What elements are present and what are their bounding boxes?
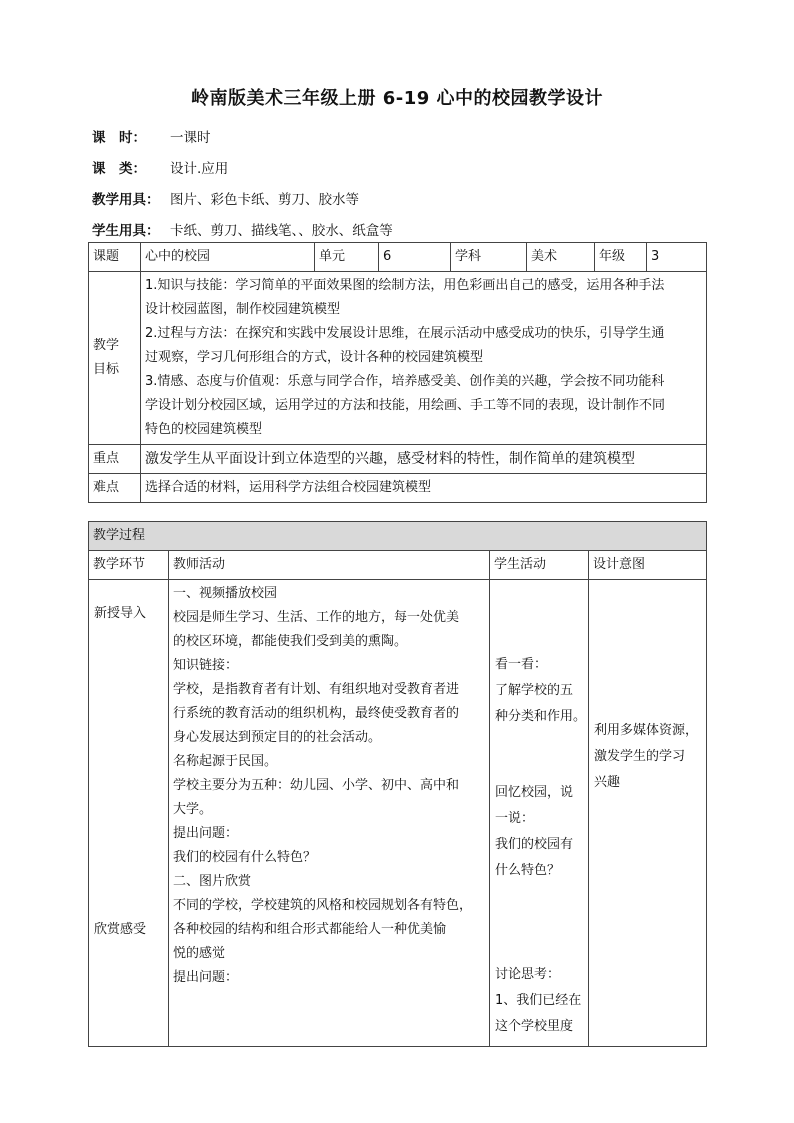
stage-label: 新授导入 bbox=[94, 606, 147, 621]
meta-teacher-tools bbox=[92, 188, 359, 208]
table-row bbox=[89, 474, 707, 503]
course-label: 课题 bbox=[89, 243, 141, 272]
student-line: 我们的校园有 bbox=[495, 837, 574, 852]
column-header: 学生活动 bbox=[490, 551, 589, 580]
student-line: 看一看： bbox=[495, 657, 548, 672]
goals-line: 1.知识与技能：学习简单的平面效果图的绘制方法，用色彩画出自己的感受，运用各种手法 bbox=[145, 278, 665, 293]
table-row bbox=[89, 551, 707, 580]
meta-type-label: 课 类： bbox=[92, 161, 146, 177]
course-value: 心中的校园 bbox=[141, 243, 315, 272]
teacher-line: 提出问题： bbox=[173, 970, 239, 985]
table-row bbox=[89, 243, 707, 272]
subject-label: 学科 bbox=[451, 243, 527, 272]
student-block-1 bbox=[495, 652, 586, 730]
meta-period bbox=[92, 126, 211, 146]
intent-block bbox=[594, 718, 698, 796]
goals-line: 学设计划分校园区域，运用学过的方法和技能，用绘画、手工等不同的表现，设计制作不同 bbox=[145, 398, 666, 413]
meta-type bbox=[92, 157, 228, 177]
goals-line: 设计校园蓝图，制作校园建筑模型 bbox=[145, 302, 341, 317]
intent-line: 兴趣 bbox=[594, 775, 621, 790]
teacher-line: 一、视频播放校园 bbox=[173, 586, 278, 601]
page-title: 岭南版美术三年级上册 6-19 心中的校园教学设计 bbox=[190, 88, 604, 109]
teacher-line: 提出问题： bbox=[173, 826, 239, 841]
student-line: 回忆校园，说 bbox=[495, 785, 574, 800]
teaching-process-table bbox=[88, 521, 707, 1047]
teacher-activity-cell bbox=[169, 580, 490, 1047]
student-line: 什么特色？ bbox=[495, 863, 561, 878]
column-header: 教师活动 bbox=[169, 551, 490, 580]
meta-teacher-tools-value: 图片、彩色卡纸、剪刀、胶水等 bbox=[170, 192, 359, 208]
student-line: 1、我们已经在 bbox=[495, 993, 582, 1008]
meta-type-value: 设计.应用 bbox=[170, 161, 229, 177]
student-line: 了解学校的五 bbox=[495, 683, 574, 698]
stage-label: 欣赏感受 bbox=[94, 922, 147, 937]
student-line: 这个学校里度 bbox=[495, 1019, 574, 1034]
goals-line: 2.过程与方法：在探究和实践中发展设计思维，在展示活动中感受成功的快乐，引导学生通 bbox=[145, 326, 665, 341]
teacher-line: 知识链接： bbox=[173, 658, 239, 673]
stage-cell bbox=[89, 580, 169, 1047]
intent-line: 利用多媒体资源， bbox=[594, 723, 699, 738]
meta-student-tools-value: 卡纸、剪刀、描线笔、、胶水、纸盒等 bbox=[170, 223, 393, 239]
teacher-line: 大学。 bbox=[173, 802, 213, 817]
teacher-line: 学校，是指教育者有计划、有组织地对受教育者进 bbox=[173, 682, 460, 697]
goals-content bbox=[141, 272, 707, 445]
table-row bbox=[89, 580, 707, 1047]
table-row bbox=[89, 522, 707, 551]
meta-student-tools-label: 学生用具： bbox=[92, 223, 160, 239]
teacher-line: 名称起源于民国。 bbox=[173, 754, 278, 769]
teacher-line: 我们的校园有什么特色？ bbox=[173, 850, 317, 865]
goals-label-line: 教学 bbox=[93, 338, 120, 353]
column-header: 设计意图 bbox=[589, 551, 707, 580]
meta-period-value: 一课时 bbox=[170, 130, 211, 146]
teacher-line: 二、图片欣赏 bbox=[173, 874, 252, 889]
column-header: 教学环节 bbox=[89, 551, 169, 580]
table-row bbox=[89, 272, 707, 445]
lesson-info-table bbox=[88, 242, 707, 503]
unit-value: 6 bbox=[379, 243, 451, 272]
teacher-line: 不同的学校，学校建筑的风格和校园规划各有特色， bbox=[173, 898, 473, 913]
goals-line: 过观察，学习几何形组合的方式，设计各种的校园建筑模型 bbox=[145, 350, 484, 365]
key-value: 激发学生从平面设计到立体造型的兴趣，感受材料的特性，制作简单的建筑模型 bbox=[141, 445, 707, 474]
meta-teacher-tools-label: 教学用具： bbox=[92, 192, 160, 208]
teacher-line: 悦的感觉 bbox=[173, 946, 226, 961]
goals-label-line: 目标 bbox=[93, 362, 120, 377]
key-label: 重点 bbox=[89, 445, 141, 474]
student-line: 一说： bbox=[495, 811, 535, 826]
teacher-line: 行系统的教育活动的组织机构，最终使受教育者的 bbox=[173, 706, 460, 721]
unit-label: 单元 bbox=[315, 243, 379, 272]
student-activity-cell bbox=[490, 580, 589, 1047]
student-line: 种分类和作用。 bbox=[495, 709, 587, 724]
table-row bbox=[89, 445, 707, 474]
grade-label: 年级 bbox=[595, 243, 647, 272]
student-block-3 bbox=[495, 962, 581, 1040]
meta-period-label: 课 时： bbox=[92, 130, 146, 146]
meta-student-tools bbox=[92, 219, 393, 239]
goals-line: 特色的校园建筑模型 bbox=[145, 422, 263, 437]
student-line: 讨论思考： bbox=[495, 967, 561, 982]
grade-value: 3 bbox=[647, 243, 707, 272]
goals-line: 3.情感、态度与价值观：乐意与同学合作，培养感受美、创作美的兴趣，学会按不同功能科 bbox=[145, 374, 665, 389]
design-intent-cell bbox=[589, 580, 707, 1047]
teacher-line: 学校主要分为五种：幼儿园、小学、初中、高中和 bbox=[173, 778, 460, 793]
teacher-line: 校园是师生学习、生活、工作的地方，每一处优美 bbox=[173, 610, 460, 625]
process-section-title: 教学过程 bbox=[89, 522, 707, 551]
goals-label bbox=[89, 272, 141, 445]
teacher-line: 身心发展达到预定目的的社会活动。 bbox=[173, 730, 382, 745]
difficulty-value: 选择合适的材料，运用科学方法组合校园建筑模型 bbox=[141, 474, 707, 503]
teacher-line: 的校区环境，都能使我们受到美的熏陶。 bbox=[173, 634, 408, 649]
intent-line: 激发学生的学习 bbox=[594, 749, 686, 764]
student-block-2 bbox=[495, 780, 573, 884]
difficulty-label: 难点 bbox=[89, 474, 141, 503]
teacher-line: 各种校园的结构和组合形式都能给人一种优美愉 bbox=[173, 922, 447, 937]
subject-value: 美术 bbox=[527, 243, 595, 272]
